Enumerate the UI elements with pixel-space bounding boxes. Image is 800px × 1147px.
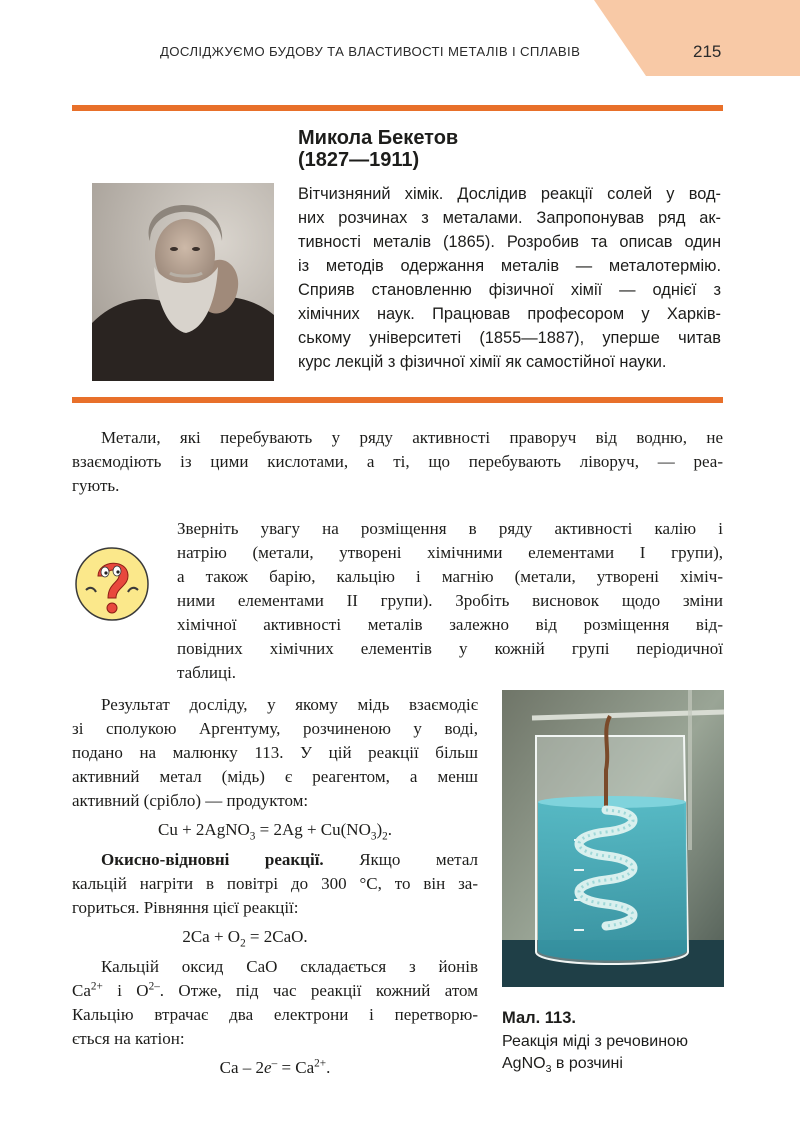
paragraph-line: зі сполукою Аргентуму, розчиненою у воді, <box>72 719 478 738</box>
paragraph-line: взаємодіють із цими кислотами, а ті, що перебувають ліворуч, — реа- <box>72 452 723 471</box>
paragraph-line: активний (срібло) — продуктом: <box>72 791 309 810</box>
paragraph-line: активний метал (мідь) є реагентом, а менш <box>72 767 478 786</box>
bio-years: (1827—1911) <box>298 149 420 171</box>
paragraph-line: кальцій нагріти в повітрі до 300 °С, то він за- <box>72 874 478 893</box>
question-line: ними елементами II групи). Зробіть висновок щодо зміни <box>177 591 723 610</box>
figure-caption-line: AgNO$_3$ в розчині <box>502 1055 623 1076</box>
paragraph-line: Кальцію втрачає два електрони і перетворю- <box>72 1005 478 1024</box>
bio-text-line: них розчинах з металами. Запропонував ряд ак- <box>298 209 721 227</box>
beaker-photo <box>502 690 724 987</box>
redox-heading: Окисно-відновні реакції. <box>101 850 324 869</box>
bio-text-line: курс лекцій з фізичної хімії як самостійної науки. <box>298 353 667 371</box>
bio-text-line: із методів одержання металів — металотермію. <box>298 257 721 275</box>
paragraph-line: гориться. Рівняння цієї реакції: <box>72 898 299 917</box>
figure-label: Мал. 113. <box>502 1009 576 1027</box>
paragraph-line: Метали, які перебувають у ряду активності праворуч від водню, не <box>101 428 723 447</box>
paragraph-line: ється на катіон: <box>72 1029 185 1048</box>
bio-text-line: тивності металів (1865). Розробив та описав один <box>298 233 721 251</box>
paragraph-line: подано на малюнку 113. У цій реакції більш <box>72 743 478 762</box>
top-orange-rule <box>72 105 723 111</box>
header-corner-tab <box>594 0 800 76</box>
bio-heading <box>298 127 458 171</box>
bio-text-line: хімічних наук. Працював професором у Харків- <box>298 305 721 323</box>
bio-text-line: Вітчизняний хімік. Дослідив реакції солей у вод- <box>298 185 721 203</box>
question-mark-icon <box>72 546 152 622</box>
paragraph-line: гують. <box>72 476 120 495</box>
equation-calcium-oxygen: $2Ca + O_2 = 2CaO$. <box>182 927 308 950</box>
bio-name: Микола Бекетов <box>298 127 459 149</box>
bottom-orange-rule <box>72 397 723 403</box>
figure-caption-line: Реакція міді з речовиною <box>502 1033 688 1050</box>
page-number: 215 <box>693 42 722 61</box>
question-line: а також барію, кальцію і магнію (метали, утворені хіміч- <box>177 567 723 586</box>
question-line: повідних хімічних елементів у кожній групі періодичної <box>177 639 723 658</box>
equation-copper-silver: Cu + 2AgNO$_3$ = $2Ag + Cu(NO_3)_2$. <box>157 820 393 843</box>
question-line: натрію (метали, утворені хімічними елементами I групи), <box>177 543 723 562</box>
question-line: хімічної активності металів залежно від розміщення від- <box>177 615 723 634</box>
redox-heading-line: Окисно-відновні реакції. Якщо метал <box>101 850 478 869</box>
bio-text-line: Сприяв становленню фізичної хімії — однієї з <box>298 281 721 299</box>
paragraph-line: $Ca^{2+}$ і $O^{2-}$. Отже, під час реакції кожний атом <box>72 980 478 1000</box>
paragraph-line: Кальцій оксид CaO складається з йонів <box>101 957 478 976</box>
portrait-photo <box>92 183 274 381</box>
running-head: ДОСЛІДЖУЄМО БУДОВУ ТА ВЛАСТИВОСТІ МЕТАЛІВ І СПЛАВІВ <box>160 44 581 59</box>
question-line: таблиці. <box>177 663 237 682</box>
bio-text-line: ському університеті (1855—1887), уперше читав <box>298 329 721 347</box>
question-line: Зверніть увагу на розміщення в ряду активності калію і <box>177 519 723 538</box>
equation-calcium-ion: $Ca - 2e^- = Ca^{2+}$. <box>219 1057 331 1077</box>
paragraph-line: Результат досліду, у якому мідь взаємодіє <box>101 695 478 714</box>
